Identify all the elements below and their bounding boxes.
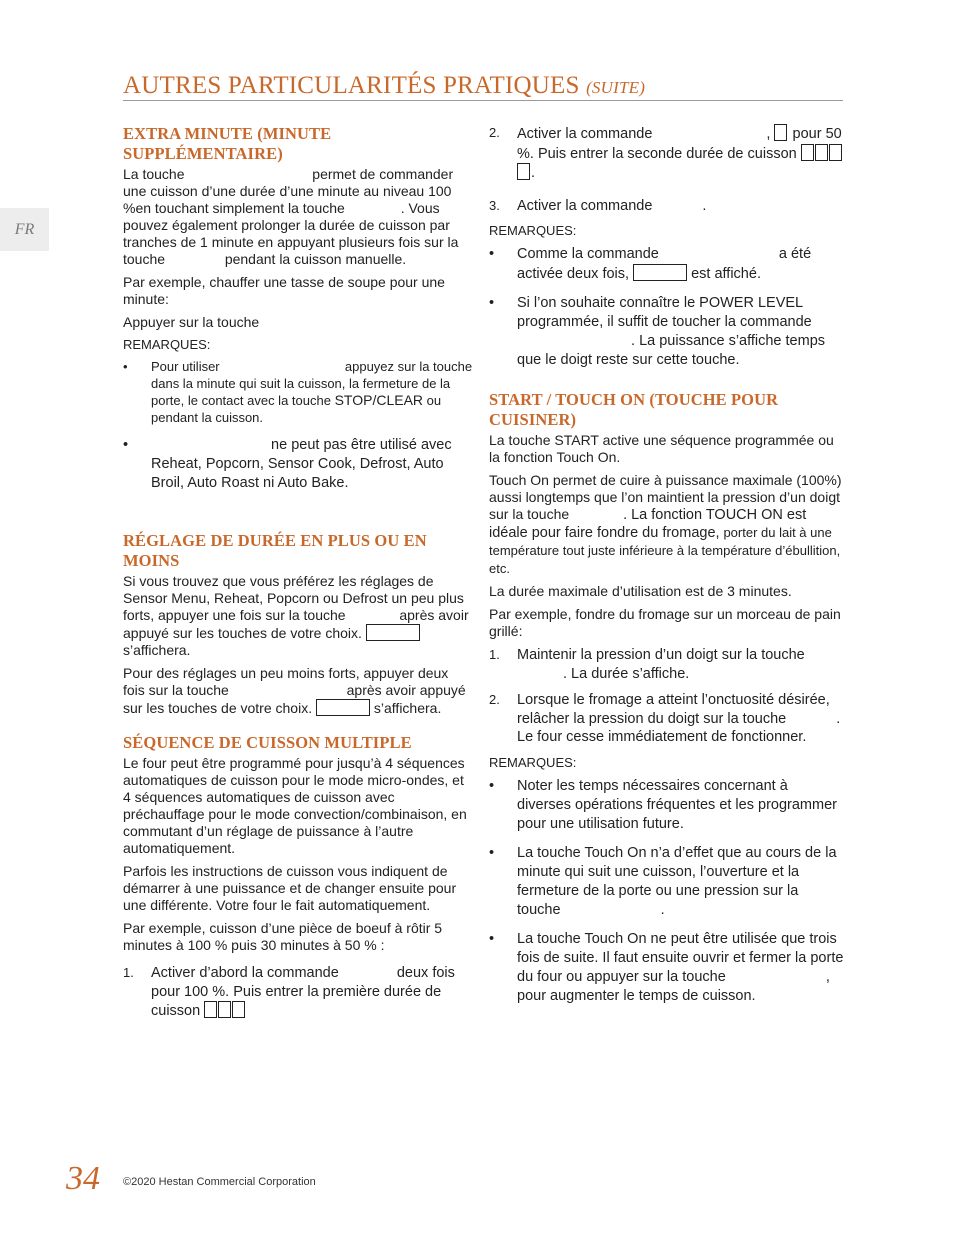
digit-box	[815, 144, 828, 161]
multi-p1: Le four peut être programmé pour jusqu’à 4 séquences automatiques de cuisson pour le mode micro-ondes, et 4 séquences automatiques de cuisson avec préchauffage pour le mode convection/combinaison, en commutant d’un réglage de puissance à l’autre automatiquement.	[123, 755, 467, 856]
list-item	[489, 646, 844, 683]
multi-notes	[489, 245, 844, 370]
note-text: a été activée deux fois,	[517, 246, 812, 282]
step-number: 2.	[489, 125, 500, 140]
step-text: . Le four cesse immédiatement de fonctionner.	[517, 710, 841, 745]
extra-minute-heading: EXTRA MINUTE (MINUTE SUPPLÉMENTAIRE)	[123, 124, 332, 163]
page-title-suffix: (SUITE)	[586, 78, 646, 97]
more-less-text: Pour des réglages un peu moins forts, appuyer deux fois sur la touche	[123, 665, 449, 698]
note-text: est affiché.	[691, 266, 761, 282]
step-number: 3.	[489, 197, 500, 213]
extra-minute-example: Par exemple, chauffer une tasse de soupe pour une minute:	[123, 274, 445, 307]
digit-box	[232, 1001, 245, 1018]
multi-sequence-heading: SÉQUENCE DE CUISSON MULTIPLE	[123, 733, 412, 752]
start-text: porter du lait à une température tout juste inférieure à la température d’ébullition, etc.	[489, 525, 841, 576]
title-rule	[123, 100, 843, 101]
list-item	[489, 844, 844, 920]
start-steps	[489, 646, 844, 747]
digit-box	[517, 163, 530, 180]
page-title	[123, 72, 843, 100]
step-text: .	[531, 165, 536, 181]
digit-box	[204, 1001, 217, 1018]
note-text: STOP/CLEAR	[334, 392, 424, 408]
list-item	[489, 691, 844, 747]
language-tab: FR	[0, 208, 49, 251]
note-text: Noter les temps nécessaires concernant à diverses opérations fréquentes et les programmer pour une utilisation future.	[517, 777, 837, 832]
extra-minute-notes	[123, 359, 473, 493]
note-text: Si l’on souhaite connaître le POWER LEVEL programmée, il suffit de toucher la commande	[517, 295, 812, 330]
step-number: 1.	[489, 647, 500, 662]
start-text: . La fonction TOUCH ON est idéale pour faire fondre du fromage,	[489, 507, 807, 541]
copyright-footer: ©2020 Hestan Commercial Corporation	[123, 1176, 316, 1188]
note-text: Pour utiliser	[151, 359, 220, 374]
more-less-text: s’affichera.	[373, 700, 442, 716]
list-item	[489, 124, 844, 183]
extra-minute-press: Appuyer sur la touche	[123, 314, 260, 330]
notes-label: REMARQUES:	[123, 337, 211, 352]
list-item	[123, 436, 473, 493]
extra-minute-p1a: La touche	[123, 166, 185, 182]
extra-minute-paragraph	[123, 166, 473, 268]
page-title-text: AUTRES PARTICULARITÉS PRATIQUES	[123, 72, 580, 99]
start-p4: Par exemple, fondre du fromage sur un morceau de pain grillé:	[489, 606, 841, 639]
start-heading: START / TOUCH ON (TOUCHE POUR CUISINER)	[489, 390, 779, 429]
start-p1: La touche START active une séquence programmée ou la fonction Touch On.	[489, 432, 834, 465]
list-item	[489, 294, 844, 370]
left-column	[123, 124, 473, 1029]
list-item	[489, 777, 844, 834]
notes-label: REMARQUES:	[489, 223, 577, 238]
list-item	[489, 245, 844, 284]
note-text: .	[660, 901, 665, 918]
start-p2	[489, 472, 844, 577]
digit-box	[829, 144, 842, 161]
digit-box	[218, 1001, 231, 1018]
list-item	[489, 930, 844, 1006]
more-less-text: s’affichera.	[123, 642, 191, 658]
display-box	[633, 264, 687, 281]
extra-minute-p1b: permet de commander une cuisson d’une durée d’une minute au niveau 100 %en touchant simplement la touche	[123, 166, 454, 216]
extra-minute-p1d: pendant la cuisson manuelle.	[224, 251, 407, 267]
digit-box	[801, 144, 814, 161]
more-less-text: après avoir appuyé sur les touches de votre choix.	[123, 607, 469, 641]
extra-minute-p1c: . Vous pouvez également prolonger la durée de cuisson par tranches de 1 minute en appuyant plusieurs fois sur la touche	[123, 200, 459, 267]
right-column	[489, 124, 844, 1016]
step-text: . La durée s’affiche.	[563, 665, 690, 682]
multi-p3: Par exemple, cuisson d’une pièce de boeuf à rôtir 5 minutes à 100 % puis 30 minutes à 50 % :	[123, 920, 443, 953]
more-less-text: Si vous trouvez que vous préférez les réglages de Sensor Menu, Reheat, Popcorn ou Defrost un peu plus forts, appuyer une fois sur la touche	[123, 573, 464, 623]
step-text: Activer la commande	[517, 197, 653, 214]
start-text: Touch On permet de cuire à puissance maximale (100%) aussi longtemps que l’on maintient la pression d’un doigt sur la touche	[489, 472, 842, 522]
start-notes	[489, 777, 844, 1006]
digit-box	[774, 124, 787, 141]
more-less-text: après avoir appuyé sur les touches de votre choix.	[123, 682, 466, 716]
step-text: Activer d’abord la commande	[151, 965, 339, 981]
page-number: 34	[66, 1160, 100, 1197]
note-text: ne peut pas être utilisé avec Reheat, Popcorn, Sensor Cook, Defrost, Auto Broil, Auto Roast ni Auto Bake.	[151, 437, 452, 491]
note-text: , pour augmenter le temps de cuisson.	[517, 968, 830, 1004]
display-box	[316, 699, 370, 716]
multi-p2: Parfois les instructions de cuisson vous indiquent de démarrer à une puissance et de changer ensuite pour une différente. Votre four le fait automatiquement.	[123, 863, 457, 913]
step-number: 2.	[489, 692, 500, 707]
step-text: Lorsque le fromage a atteint l’onctuosité désirée, relâcher la pression du doigt sur la touche	[517, 692, 830, 727]
more-less-paragraph-2	[123, 665, 473, 717]
step-text: deux fois pour 100 %. Puis entrer la première durée de cuisson	[151, 965, 455, 1019]
multi-steps	[123, 964, 473, 1021]
notes-label: REMARQUES:	[489, 754, 577, 770]
note-text: La touche Touch On n’a d’effet que au cours de la minute qui suit une cuisson, l’ouverture et la fermeture de la porte ou une pression sur la touche	[517, 844, 837, 918]
step-text: Activer la commande	[517, 126, 653, 142]
step-text: Maintenir la pression d’un doigt sur la touche	[517, 647, 805, 663]
note-text: Comme la commande	[517, 246, 659, 262]
step-number: 1.	[123, 965, 134, 980]
start-p3: La durée maximale d’utilisation est de 3 minutes.	[489, 583, 792, 599]
note-text: . La puissance s’affiche temps que le doigt reste sur cette touche.	[517, 333, 826, 368]
display-box	[366, 624, 420, 641]
note-text: La touche Touch On ne peut être utilisée que trois fois de suite. Il faut ensuite ouvrir et fermer la porte du four ou appuyer sur la touche	[517, 930, 844, 985]
more-less-paragraph-1	[123, 573, 473, 659]
step-text: .	[702, 197, 707, 214]
step-text: ,	[766, 126, 771, 142]
more-less-heading: RÉGLAGE DE DURÉE EN PLUS OU EN MOINS	[123, 531, 427, 570]
list-item	[123, 964, 473, 1021]
note-text: ou pendant la cuisson.	[151, 393, 442, 425]
note-text: appuyez sur la touche dans la minute qui suit la cuisson, la fermeture de la porte, le contact avec la touche	[151, 359, 473, 408]
step-text: pour 50 %. Puis entrer la seconde durée de cuisson	[517, 126, 842, 162]
list-item	[123, 359, 473, 426]
multi-steps-continued	[489, 124, 844, 215]
list-item	[489, 197, 844, 216]
